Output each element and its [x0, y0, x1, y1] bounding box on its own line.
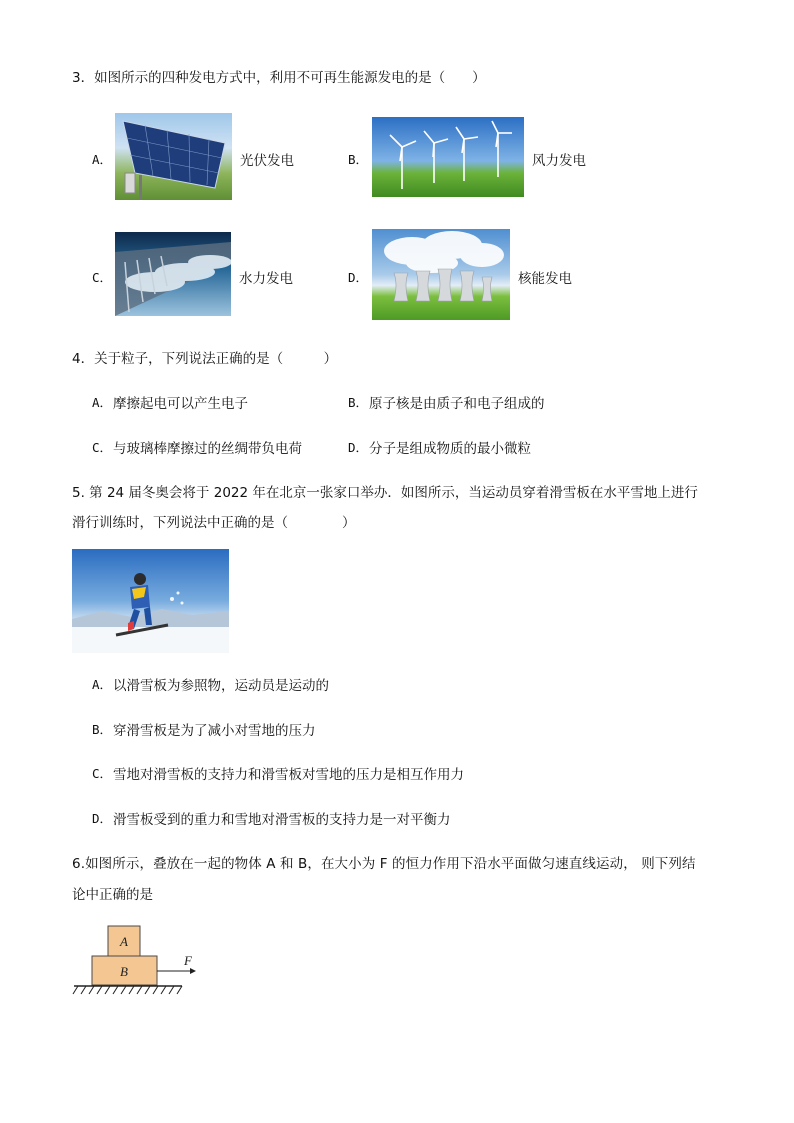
q5-option-d-letter: D． — [92, 811, 113, 826]
question-5-stem-line2: 滑行训练时，下列说法中正确的是（ ） — [72, 515, 356, 531]
q5-option-a-text: 以滑雪板为参照物，运动员是运动的 — [113, 678, 329, 694]
q3-option-b-label: 风力发电 — [532, 153, 586, 169]
q3-option-c-letter: C． — [92, 270, 113, 285]
q5-option-d-text: 滑雪板受到的重力和雪地对滑雪板的支持力是一对平衡力 — [113, 812, 451, 828]
nuclear-plant-photo — [372, 229, 510, 320]
hydropower-dam-photo — [115, 232, 231, 316]
question-3-stem: 3．如图所示的四种发电方式中，利用不可再生能源发电的是（ ） — [72, 70, 486, 86]
q4-option-b-text: 原子核是由质子和电子组成的 — [369, 396, 545, 412]
q3-option-b-letter: B． — [348, 152, 369, 167]
q5-option-a-letter: A． — [92, 677, 113, 692]
q5-option-c-letter: C． — [92, 766, 113, 781]
q4-option-a-letter: A． — [92, 395, 113, 410]
q5-option-b-text: 穿滑雪板是为了减小对雪地的压力 — [113, 723, 316, 739]
force-arrow-head — [190, 968, 196, 974]
q4-option-b-letter: B． — [348, 395, 369, 410]
q3-option-d-label: 核能发电 — [518, 271, 572, 287]
solar-panel-photo — [115, 113, 232, 200]
ground-hatching — [73, 986, 182, 994]
q3-option-d-letter: D． — [348, 270, 369, 285]
q4-option-c-letter: C． — [92, 440, 113, 455]
snowboarder-photo — [72, 549, 229, 653]
q4-option-d-letter: D． — [348, 440, 369, 455]
q3-option-a-letter: A． — [92, 152, 113, 167]
q5-option-b-letter: B． — [92, 722, 113, 737]
block-a-label: A — [120, 934, 128, 949]
q5-option-c-text: 雪地对滑雪板的支持力和滑雪板对雪地的压力是相互作用力 — [113, 767, 464, 783]
q3-option-c-label: 水力发电 — [239, 271, 293, 287]
question-6-stem-line2: 论中正确的是 — [72, 887, 153, 903]
wind-turbine-photo — [372, 117, 524, 197]
q3-option-a-label: 光伏发电 — [240, 153, 294, 169]
stacked-blocks-diagram — [72, 925, 202, 997]
force-label: F — [184, 953, 192, 968]
q4-option-a-text: 摩擦起电可以产生电子 — [113, 396, 248, 412]
block-b-label: B — [120, 964, 128, 979]
question-5-stem-line1: 5. 第 24 届冬奥会将于 2022 年在北京一张家口举办．如图所示，当运动员穿着滑雪板在水平雪地上进行 — [72, 485, 698, 501]
question-4-stem: 4．关于粒子，下列说法正确的是（ ） — [72, 351, 338, 367]
q4-option-c-text: 与玻璃棒摩擦过的丝绸带负电荷 — [113, 441, 302, 457]
question-6-stem-line1: 6.如图所示，叠放在一起的物体 A 和 B，在大小为 F 的恒力作用下沿水平面做匀速直线运动， 则下列结 — [72, 856, 696, 872]
q4-option-d-text: 分子是组成物质的最小微粒 — [369, 441, 531, 457]
